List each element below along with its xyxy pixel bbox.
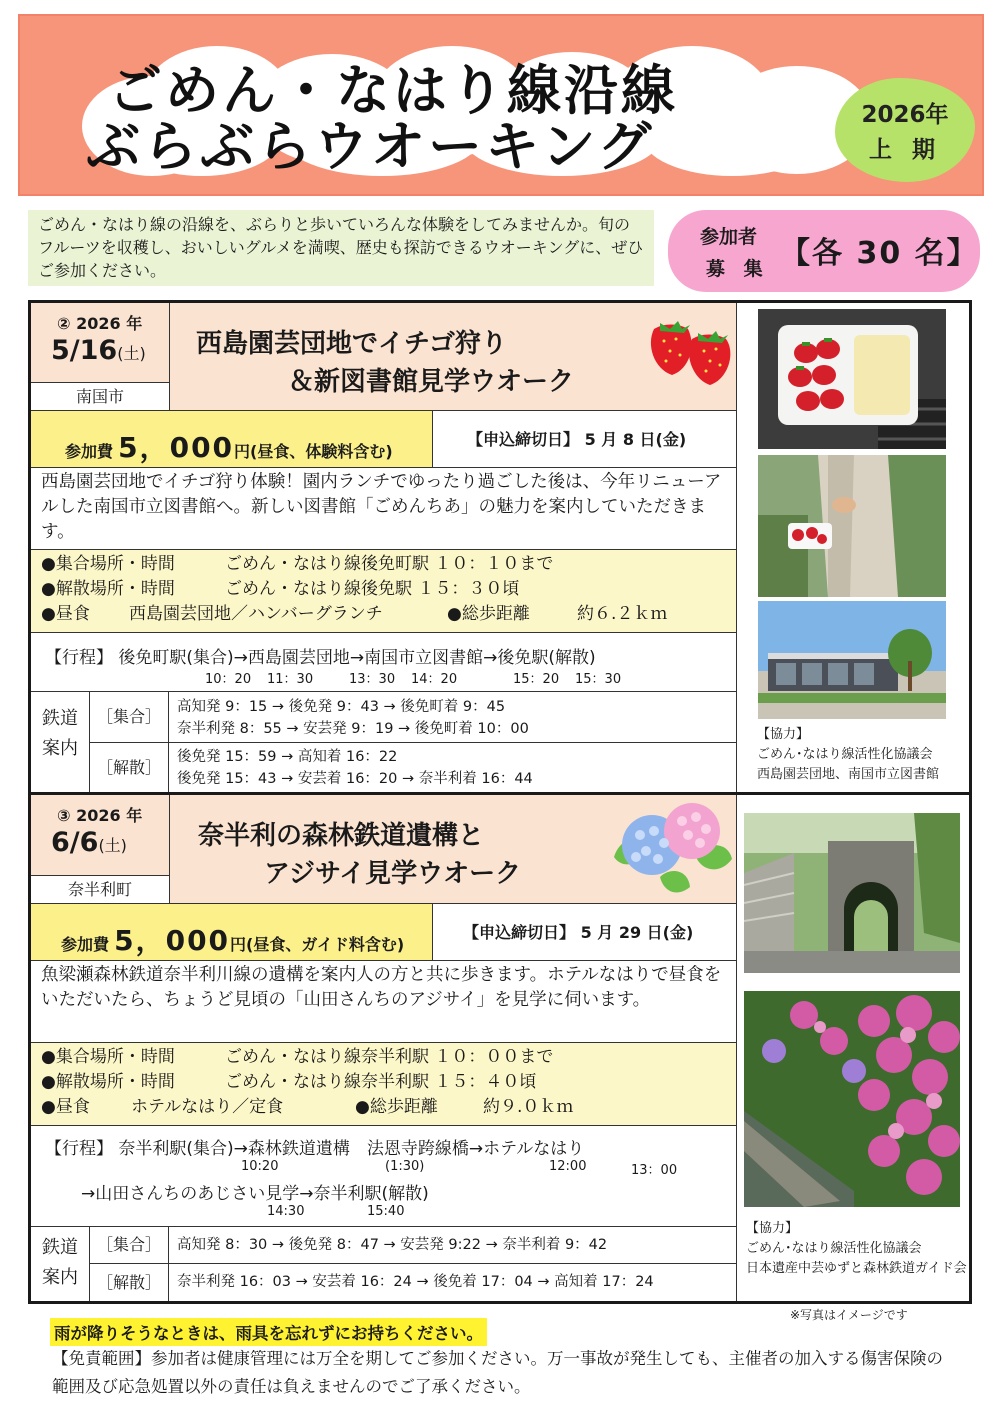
event-description: 魚梁瀬森林鉄道奈半利川線の遺構を案内人の方と共に歩きます。ホテルなはりで昼食をいただいたら、ちょうど見頃の「山田さんちのアジサイ」を見学に伺います。: [31, 961, 736, 1042]
event-deadline: 【申込締切日】 5 月 29 日(金): [433, 904, 736, 960]
rain-notice: 雨が降りそうなときは、雨具を忘れずにお持ちください。: [50, 1318, 487, 1346]
rail-meet-times: 高知発 9：15 → 後免発 9：43 → 後免町着 9：45 奈半利発 8：55 → 安芸発 9：19 → 後免町着 10：00: [169, 692, 736, 742]
page-title-line1: ごめん・なはり線沿線: [108, 59, 678, 122]
event-title-box: [170, 795, 736, 903]
event-card-2: [31, 303, 736, 792]
event-city: 南国市: [31, 382, 169, 410]
recruit-label-1: 参加者: [700, 226, 758, 248]
library-building-photo: [758, 601, 946, 719]
rail-dismiss-times: 後免発 15：59 → 高知着 16：22 後免発 15：43 → 安芸着 16：20 → 奈半利着 16：44: [169, 743, 736, 792]
hydrangea-garden-photo: [744, 991, 960, 1207]
railway-bridge-photo: [744, 813, 960, 973]
intro-text: ごめん・なはり線の沿線を、ぶらりと歩いていろんな体験をしてみませんか。旬のフルーツを収穫し、おいしいグルメを満喫、歴史も探訪できるウオーキングに、ぜひご参加ください。: [28, 210, 654, 286]
event-date-box: [31, 795, 169, 903]
event-title-line1: 奈半利の森林鉄道遺構と: [198, 821, 485, 851]
half-text: 上 期: [868, 137, 941, 163]
event-title-line2: ＆新図書館見学ウオーク: [288, 367, 575, 397]
rail-label: 鉄道 案内: [31, 692, 89, 792]
hydrangea-icon: [610, 797, 736, 901]
credit-box-event3: 【協力】 ごめん･なはり線活性化協議会 日本遺産中芸ゆずと森林鉄道ガイド会: [746, 1221, 967, 1276]
recruit-count: 【各 30 名】: [780, 236, 979, 271]
event-city: 奈半利町: [31, 875, 169, 903]
rail-meet-label: ［集合］: [90, 1227, 168, 1263]
credit-box-event2: 【協力】 ごめん･なはり線活性化協議会 西島園芸団地、南国市立図書館: [757, 727, 940, 782]
event-date-box: [31, 303, 169, 410]
event-date: 5/16(土): [51, 335, 146, 366]
year-badge: [835, 78, 975, 182]
event-title-line2: アジサイ見学ウオーク: [264, 859, 522, 889]
year-text: 2026年: [861, 102, 949, 128]
event-title-line1: 西島園芸団地でイチゴ狩り: [196, 329, 507, 359]
event-number-year: ③ 2026 年: [57, 806, 143, 825]
event-info: ●集合場所・時間 ごめん・なはり線後免町駅 １０：１０まで ●解散場所・時間 ごめん・なはり線後免駅 １５：３０頃 ●昼食 西島園芸団地／ハンバーグランチ ●総歩距離 約６.２ｋｍ: [31, 550, 736, 632]
rail-meet-times: 高知発 8：30 → 後免発 8：47 → 安芸発 9:22 → 奈半利着 9：42: [169, 1227, 736, 1263]
strawberry-icon: [646, 307, 736, 387]
event-number-year: ② 2026 年: [57, 314, 143, 333]
strawberry-plate-photo: [758, 309, 946, 449]
recruit-label-2: 募 集: [706, 258, 769, 280]
events-frame: [28, 300, 972, 1304]
event-fee: 参加費 5，000円(昼食、ガイド料含む): [31, 904, 432, 960]
rail-dismiss-label: ［解散］: [90, 1264, 168, 1301]
page-title-line2: ぶらぶらウオーキング: [86, 115, 655, 178]
event-itinerary: 【行程】 後免町駅(集合)→西島園芸団地→南国市立図書館→後免駅(解散) 10：20 11：30 13：30 14：20 15：20 15：30: [31, 633, 736, 691]
event-itinerary: 【行程】 奈半利駅(集合)→森林鉄道遺構 法恩寺跨線橋→ホテルなはり 10:20 (1:30) 12:00 13：00 →山田さんちのあじさい見学→奈半利駅(解散) 14:30 15:40: [31, 1126, 736, 1226]
event-deadline: 【申込締切日】 5 月 8 日(金): [433, 411, 736, 467]
event-description: 西島園芸団地でイチゴ狩り体験！園内ランチでゆったり過ごした後は、今年リニューアルした南国市立図書館へ。新しい図書館「ごめんちあ」の魅力を案内していただきます。: [31, 468, 736, 549]
strawberry-picking-photo: [758, 455, 946, 597]
rail-meet-label: ［集合］: [90, 692, 168, 742]
disclaimer: 【免責範囲】参加者は健康管理には万全を期してご参加ください。万一事故が発生しても、主催者の加入する傷害保険の範囲及び応急処置以外の責任は負えませんのでご了承ください。: [52, 1349, 943, 1396]
photo-note: ※写真はイメージです: [790, 1308, 908, 1322]
event-info: ●集合場所・時間 ごめん・なはり線奈半利駅 １０：００まで ●解散場所・時間 ごめん・なはり線奈半利駅 １５：４０頃 ●昼食 ホテルなはり／定食 ●総歩距離 約９.０ｋｍ: [31, 1043, 736, 1125]
event-title-box: [170, 303, 736, 410]
event-date: 6/6(土): [51, 827, 127, 858]
rail-dismiss-label: ［解散］: [90, 743, 168, 792]
rail-dismiss-times: 奈半利発 16：03 → 安芸着 16：24 → 後免着 17：04 → 高知着 17：24: [169, 1264, 736, 1301]
rail-label: 鉄道 案内: [31, 1227, 89, 1301]
event-card-3: [31, 795, 736, 1301]
event-fee: 参加費 5，000円(昼食、体験料含む): [31, 411, 432, 467]
recruit-badge: [668, 210, 980, 292]
